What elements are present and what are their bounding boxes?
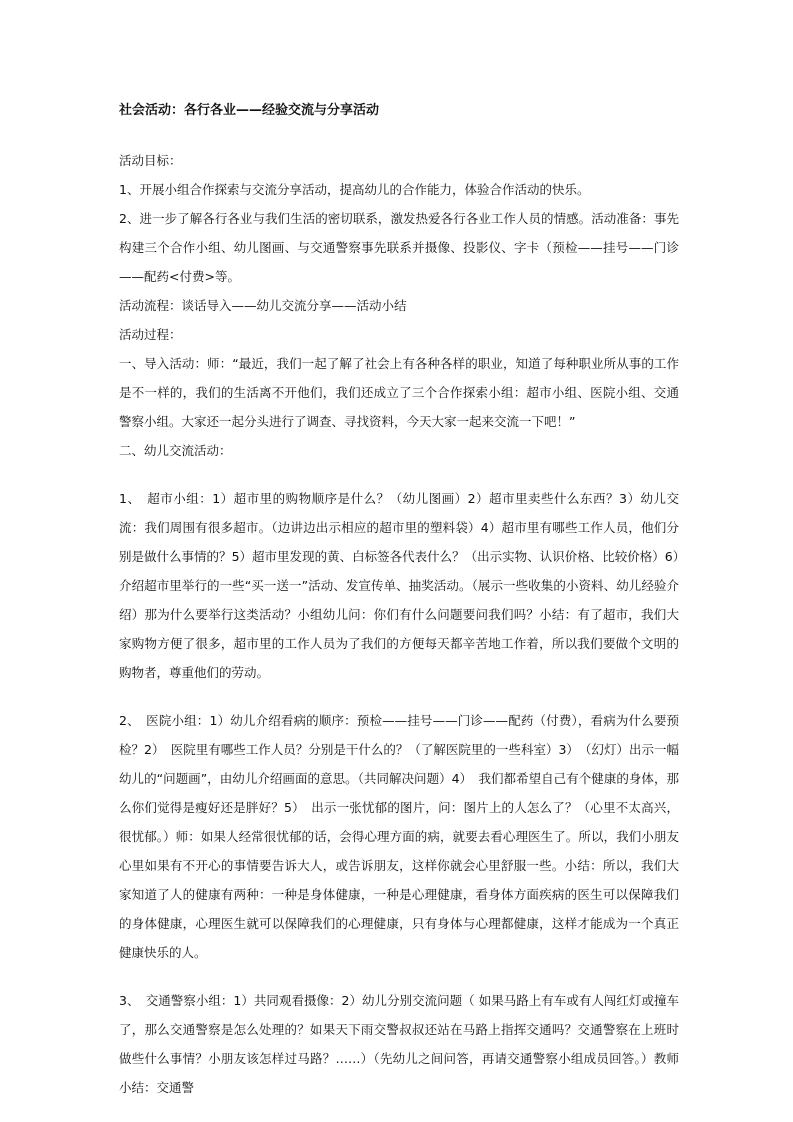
hospital-group-paragraph: 2、 医院小组：1）幼儿介绍看病的顺序：预检——挂号——门诊——配药（付费），看病为什么要预检？2） 医院里有哪些工作人员？分别是干什么的？（了解医院里的一些科室）3） （幻灯）出示一幅幼儿的“问题画”，由幼儿介绍画面的意思。（共同解决问题）4） 我们都希望自己有个健康的身体，那么你们觉得是瘦好还是胖好？5） 出示一张忧郁的图片，问：图片上的人怎么了？（心里不太高兴，很忧郁。）师：如果人经常很忧郁的话，会得心理方面的病，就要去看心理医生了。所以，我们小朋友心里如果有不开心的事情要告诉大人，或告诉朋友，这样你就会心里舒服一些。小结：所以，我们大家知道了人的健康有两种：一种是身体健康，一种是心理健康，看身体方面疾病的医生可以保障我们的身体健康，心理医生就可以保障我们的心理健康，只有身体与心理都健康，这样才能成为一个真正健康快乐的人。 — [119, 713, 679, 960]
document-title: 社会活动：各行各业——经验交流与分享活动 — [119, 103, 380, 118]
goal-item-2: 2、进一步了解各行各业与我们生活的密切联系，激发热爱各行各业工作人员的情感。活动准备：事先构建三个合作小组、幼儿图画、与交通警察事先联系并摄像、投影仪、字卡（预检——挂号——门诊——配药<付费>等。 — [119, 211, 679, 284]
intro-paragraph: 一、导入活动：师：“最近，我们一起了解了社会上有各种各样的职业，知道了每种职业所从事的工作是不一样的，我们的生活离不开他们，我们还成立了三个合作探索小组：超市小组、医院小组、交通警察小组。大家还一起分头进行了调查、寻找资料，今天大家一起来交流一下吧！” — [119, 356, 679, 429]
process-heading: 活动过程： — [119, 327, 182, 342]
spacer — [119, 687, 679, 706]
section-2-heading: 二、幼儿交流活动： — [119, 443, 232, 458]
activity-flow: 活动流程：谈话导入——幼儿交流分享——活动小结 — [119, 298, 407, 313]
goal-item-1: 1、开展小组合作探索与交流分享活动，提高幼儿的合作能力，体验合作活动的快乐。 — [119, 182, 590, 197]
spacer — [119, 465, 679, 484]
spacer — [119, 967, 679, 986]
traffic-police-group-paragraph: 3、 交通警察小组：1）共同观看摄像：2）幼儿分别交流问题（ 如果马路上有车或有人闯红灯或撞车了，那么交通警察是怎么处理的？如果天下雨交警叔叔还站在马路上指挥交通吗？交通警察在上班时做些什么事情？小朋友该怎样过马路？……）（先幼儿之间问答，再请交通警察小组成员回答。）教师小结：交通警 — [119, 993, 679, 1095]
goal-heading: 活动目标： — [119, 153, 182, 168]
supermarket-group-paragraph: 1、 超市小组：1）超市里的购物顺序是什么？（幼儿图画）2）超市里卖些什么东西？3）幼儿交流：我们周围有很多超市。（边讲边出示相应的超市里的塑料袋）4）超市里有哪些工作人员，他们分别是做什么事情的？5）超市里发现的黄、白标签各代表什么？（出示实物、认识价格、比较价格）6）介绍超市里举行的一些“买一送一”活动、发宣传单、抽奖活动。（展示一些收集的小资料、幼儿经验介绍）那为什么要举行这类活动？小组幼儿问：你们有什么问题要问我们吗？小结：有了超市，我们大家购物方便了很多，超市里的工作人员为了我们的方便每天都辛苦地工作着，所以我们要做个文明的购物者，尊重他们的劳动。 — [119, 491, 679, 680]
document-page — [119, 96, 679, 1102]
